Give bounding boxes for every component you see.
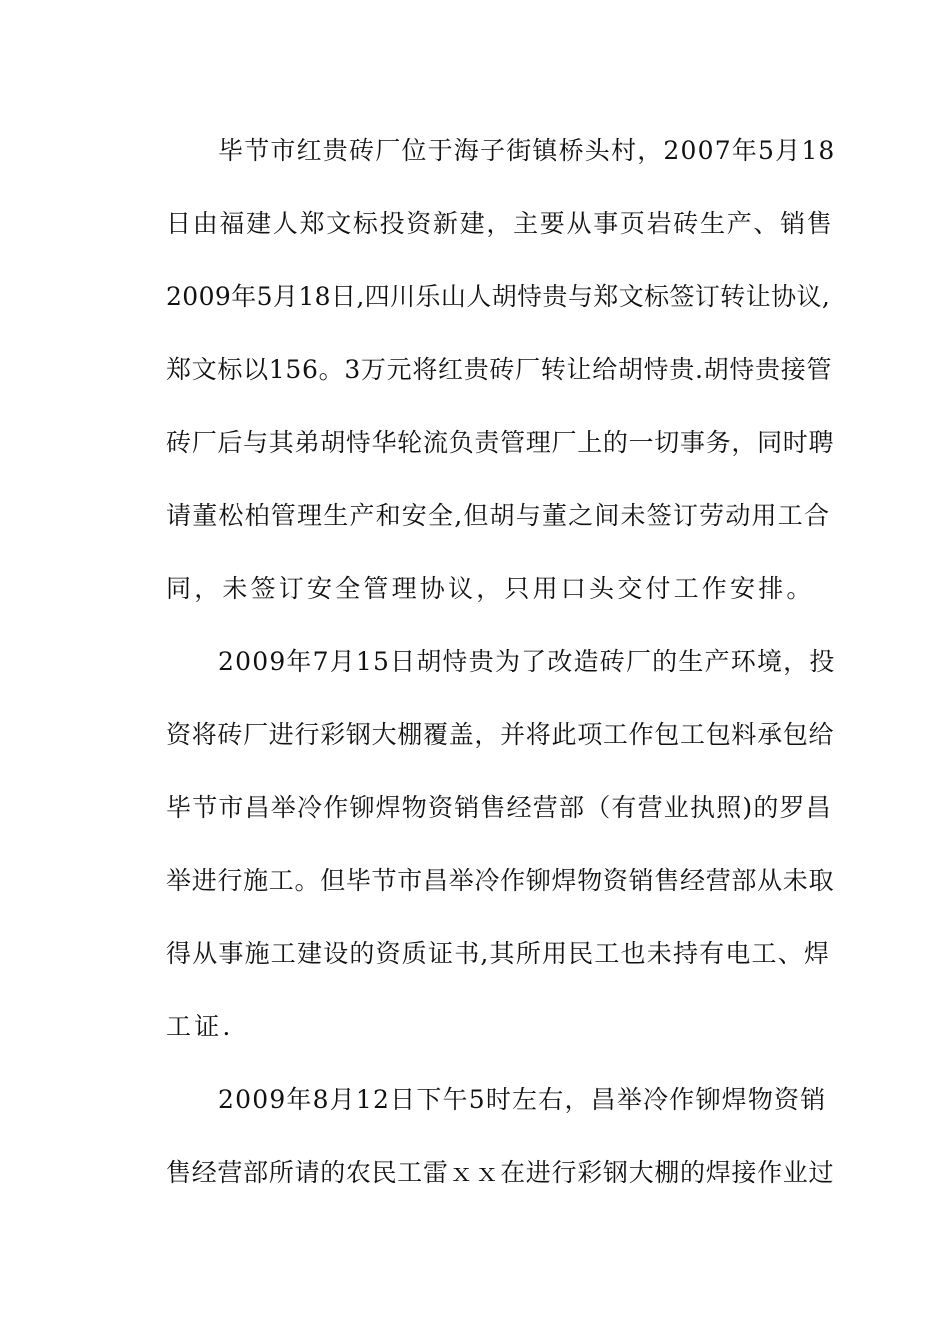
paragraph-1-line-5: 砖厂后与其弟胡恃华轮流负责管理厂上的一切事务，同时聘 — [166, 428, 835, 457]
paragraph-1-line-3: 2009年5月18日,四川乐山人胡恃贵与郑文标签订转让协议, — [166, 282, 831, 311]
paragraph-1-line-6: 请董松柏管理生产和安全,但胡与董之间未签订劳动用工合 — [166, 501, 831, 530]
paragraph-2-line-2: 资将砖厂进行彩钢大棚覆盖，并将此项工作包工包料承包给 — [166, 720, 835, 749]
paragraph-2-line-6: 工证. — [166, 1012, 234, 1041]
paragraph-1-line-7: 同，未签订安全管理协议，只用口头交付工作安排。 — [166, 574, 815, 603]
document-body — [166, 128, 836, 1223]
paragraph-2-line-1: 2009年7月15日胡恃贵为了改造砖厂的生产环境，投 — [218, 647, 836, 676]
paragraph-2-line-3: 毕节市昌举冷作铆焊物资销售经营部（有营业执照)的罗昌 — [166, 793, 832, 822]
paragraph-1-line-2: 日由福建人郑文标投资新建，主要从事页岩砖生产、销售 — [166, 209, 834, 238]
paragraph-3-line-2: 售经营部所请的农民工雷ｘｘ在进行彩钢大棚的焊接作业过 — [166, 1158, 835, 1187]
paragraph-1-line-1: 毕节市红贵砖厂位于海子街镇桥头村，2007年5月18 — [218, 136, 836, 165]
paragraph-2-line-5: 得从事施工建设的资质证书,其所用民工也未持有电工、焊 — [166, 939, 831, 968]
paragraph-3-line-1: 2009年8月12日下午5时左右，昌举冷作铆焊物资销 — [218, 1085, 827, 1114]
paragraph-1-line-4: 郑文标以156。3万元将红贵砖厂转让给胡恃贵.胡恃贵接管 — [166, 355, 833, 384]
paragraph-2-line-4: 举进行施工。但毕节市昌举冷作铆焊物资销售经营部从未取 — [166, 866, 835, 895]
